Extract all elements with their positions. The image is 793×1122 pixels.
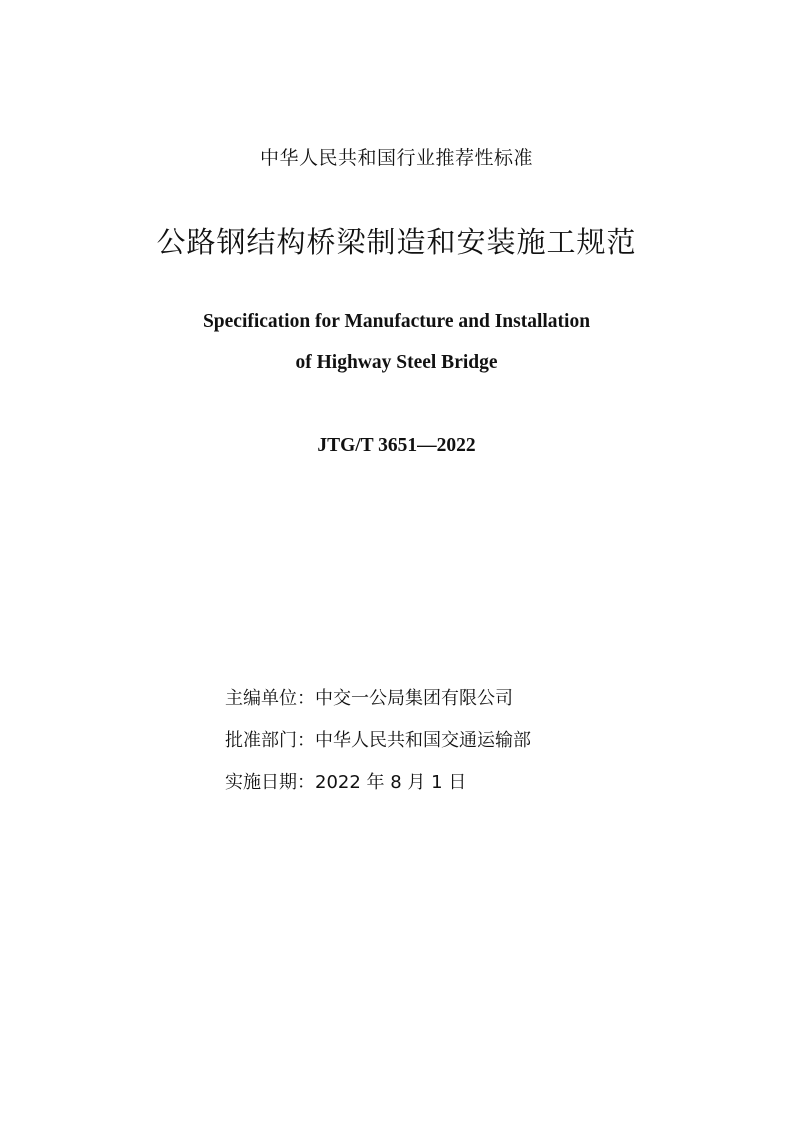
effective-date-label: 实施日期： [225,772,315,793]
approver-row [225,726,745,752]
approver-label: 批准部门： [225,730,315,751]
editor-row [225,684,745,710]
effective-date-value: 2022 年 8 月 1 日 [315,772,467,793]
chinese-title: 公路钢结构桥梁制造和安装施工规范 [156,225,637,259]
approver-value: 中华人民共和国交通运输部 [315,730,531,751]
english-title-line-1: Specification for Manufacture and Installation [202,311,591,332]
standard-category: 中华人民共和国行业推荐性标准 [259,147,533,169]
editor-value: 中交一公局集团有限公司 [315,688,513,709]
standard-code: JTG/T 3651—2022 [317,435,476,456]
english-title-line-2: of Highway Steel Bridge [295,352,498,373]
editor-label: 主编单位： [225,688,315,709]
effective-date-row [225,768,745,794]
